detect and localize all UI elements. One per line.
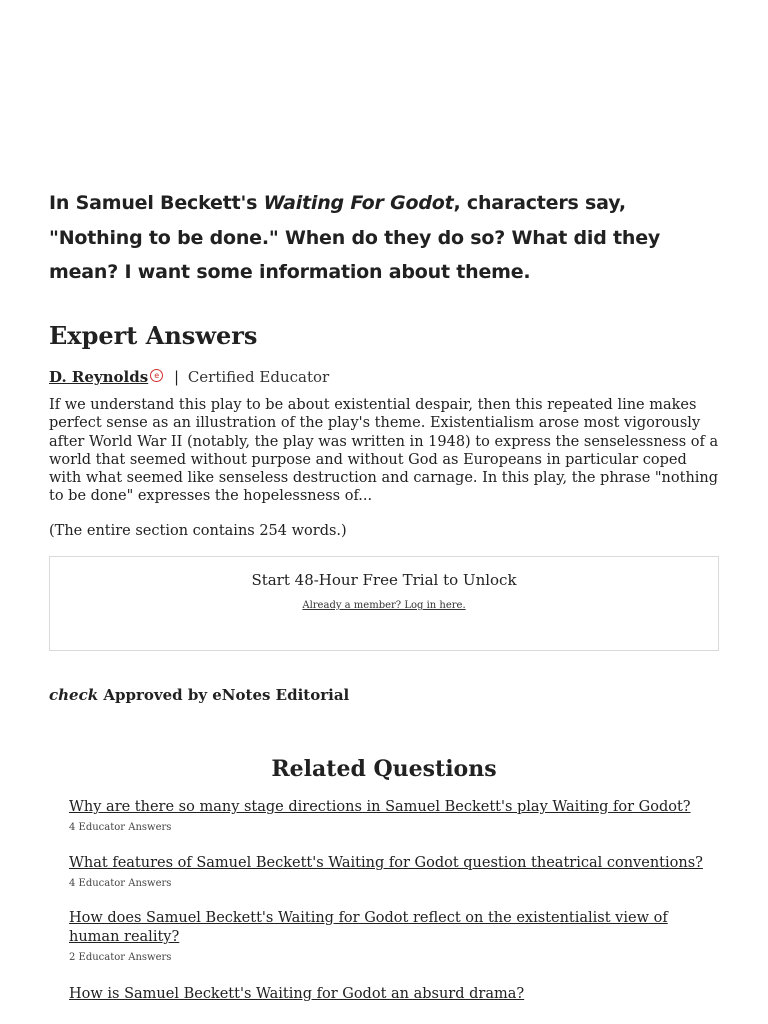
expert-answers-heading: Expert Answers [49, 321, 258, 350]
related-item [69, 854, 709, 891]
author-role: Certified Educator [187, 368, 330, 386]
related-answer-count: 2 Educator Answers [69, 952, 172, 963]
related-answer-count: 4 Educator Answers [69, 878, 172, 889]
related-item [69, 985, 709, 1004]
related-answer-count: 4 Educator Answers [69, 822, 172, 833]
login-link[interactable]: Already a member? Log in here. [302, 600, 466, 611]
answer-text: If we understand this play to be about existential despair, then this repeated line makes perfect sense as an illustration of the play's theme. Existentialism arose most vigorously after World War II (notably, the play was written in 1948) to express the senselessness of a world that seemed without purpose and without God as Europeans in particular coped with what seemed like senseless destruction and carnage. In this play, the phrase "nothing to be done" expresses the hopelessness of... [49, 397, 719, 505]
approved-line [49, 684, 349, 706]
related-question-link[interactable]: How is Samuel Beckett's Waiting for Godot an absurd drama? [69, 986, 525, 1002]
unlock-title[interactable]: Start 48-Hour Free Trial to Unlock [251, 571, 517, 589]
author-name: D. Reynolds [49, 368, 149, 386]
related-question-link[interactable]: Why are there so many stage directions in Samuel Beckett's play Waiting for Godot? [69, 799, 691, 815]
approved-text: Approved by eNotes Editorial [103, 686, 350, 704]
question-title [49, 186, 719, 290]
educator-badge-icon: e [150, 369, 163, 382]
related-questions-heading: Related Questions [271, 756, 497, 782]
check-icon: check [49, 686, 99, 704]
author-line [49, 366, 329, 388]
author-name-link[interactable] [49, 368, 148, 386]
related-item [69, 909, 709, 965]
question-title-italic: Waiting For Godot [263, 192, 454, 214]
unlock-box [49, 556, 719, 651]
related-item [69, 798, 709, 835]
word-count: (The entire section contains 254 words.) [49, 523, 347, 539]
related-question-link[interactable]: What features of Samuel Beckett's Waiting for Godot question theatrical conventions? [69, 855, 703, 871]
author-separator: | [173, 368, 180, 386]
question-suffix: , characters say, "Nothing to be done." When do they do so? What did they mean? I want some information about theme. [49, 192, 661, 283]
question-prefix: In Samuel Beckett's [49, 192, 264, 214]
related-question-link[interactable]: How does Samuel Beckett's Waiting for Godot reflect on the existentialist view of human reality? [69, 910, 668, 945]
